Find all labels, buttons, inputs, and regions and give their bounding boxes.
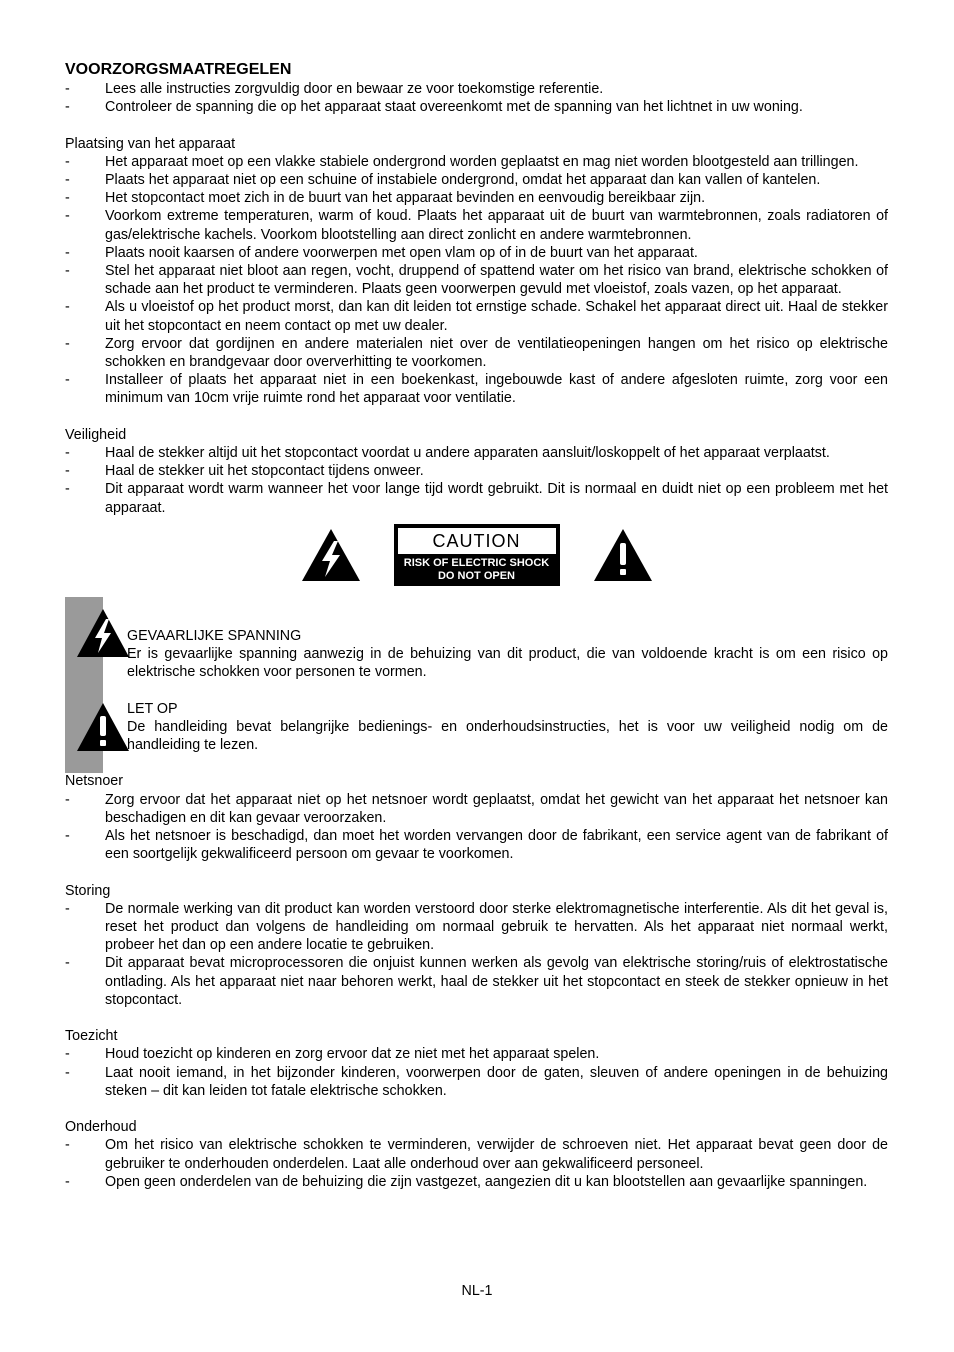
section-title-cord: Netsnoer (65, 773, 124, 790)
page-number: NL-1 (461, 1283, 493, 1299)
warning-notices (65, 597, 888, 754)
list-item: - Zorg ervoor dat het apparaat niet op het netsnoer wordt geplaatst, omdat het gewicht van het apparaat het netsnoer kan beschadigen en dit kan gevaar veroorzaken. (65, 791, 888, 827)
voltage-title: GEVAARLIJKE SPANNING (127, 627, 302, 644)
exclamation-triangle-icon (75, 701, 131, 753)
list-item: - Dit apparaat wordt warm wanneer het voor lange tijd wordt gebruikt. Dit is normaal en duidt niet op een probleem met het apparaat. (65, 480, 888, 516)
list-item: - Zorg ervoor dat gordijnen en andere materialen niet over de ventilatieopeningen hangen om het risico op elektrische schokken en brandgevaar door oververhitting te voorkomen. (65, 335, 888, 371)
attention-text: De handleiding bevat belangrijke bedienings- en onderhoudsinstructies, het is voor uw veiligheid nodig om de handleiding te lezen. (127, 718, 888, 754)
attention-title: LET OP (127, 700, 178, 717)
caution-line-1: RISK OF ELECTRIC SHOCK (403, 556, 550, 569)
cord-list (65, 791, 888, 864)
list-item: - Houd toezicht op kinderen en zorg ervoor dat ze niet met het apparaat spelen. (65, 1045, 888, 1063)
list-item: - Open geen onderdelen van de behuizing die zijn vastgezet, aangezien dit u kan blootstellen aan gevaarlijke spanningen. (65, 1173, 888, 1191)
list-item: - Haal de stekker altijd uit het stopcontact voordat u andere apparaten aansluit/loskoppelt of het apparaat verplaatst. (65, 444, 888, 462)
list-item: - Het apparaat moet op een vlakke stabiele ondergrond worden geplaatst en mag niet worden blootgesteld aan trillingen. (65, 153, 888, 171)
page-title: VOORZORGSMAATREGELEN (65, 61, 292, 78)
caution-label-row (65, 523, 888, 587)
intro-list (65, 80, 888, 116)
attention-notice (127, 700, 888, 755)
list-item: - Als het netsnoer is beschadigd, dan moet het worden vervangen door de fabrikant, een service agent van de fabrikant of een soortgelijk gekwalificeerd persoon om gevaar te voorkomen. (65, 827, 888, 863)
caution-label (394, 524, 560, 586)
document-page (65, 60, 888, 1191)
voltage-notice (127, 597, 888, 682)
caution-heading: CAUTION (398, 528, 556, 554)
section-title-malfunction: Storing (65, 882, 111, 899)
list-item: - Lees alle instructies zorgvuldig door en bewaar ze voor toekomstige referentie. (65, 80, 888, 98)
list-item: - Om het risico van elektrische schokken te verminderen, verwijder de schroeven niet. Het apparaat bevat geen door de gebruiker te onderhouden onderdelen. Laat alle onderhoud over aan gekwalificeerd personeel. (65, 1136, 888, 1172)
voltage-text: Er is gevaarlijke spanning aanwezig in de behuizing van dit product, die van voldoende kracht is om een risico op elektrische schokken voor personen te vormen. (127, 646, 888, 681)
exclamation-triangle-icon (592, 527, 654, 583)
safety-list (65, 444, 888, 517)
supervision-list (65, 1045, 888, 1100)
list-item: - Dit apparaat bevat microprocessoren die onjuist kunnen werken als gevolg van elektrische storing/ruis of elektrostatische ontlading. Als het apparaat niet naar behoren werkt, haal de stekker uit het stopcontact en steek de stekker opnieuw in het stopcontact. (65, 954, 888, 1009)
lightning-triangle-icon (75, 607, 131, 659)
list-item: - Installeer of plaats het apparaat niet in een boekenkast, ingebouwde kast of andere afgesloten ruimte, zorg voor een minimum van 10cm vrije ruimte rond het apparaat voor ventilatie. (65, 371, 888, 407)
list-item: - Het stopcontact moet zich in de buurt van het apparaat bevinden en eenvoudig bereikbaar zijn. (65, 189, 888, 207)
lightning-triangle-icon (300, 527, 362, 583)
list-item: - Plaats het apparaat niet op een schuine of instabiele ondergrond, omdat het apparaat dan kan vallen of kantelen. (65, 171, 888, 189)
section-title-safety: Veiligheid (65, 426, 127, 443)
list-item: - Plaats nooit kaarsen of andere voorwerpen met open vlam op of in de buurt van het apparaat. (65, 244, 888, 262)
malfunction-list (65, 900, 888, 1009)
section-title-placement: Plaatsing van het apparaat (65, 135, 236, 152)
section-title-supervision: Toezicht (65, 1028, 118, 1045)
list-item: - Voorkom extreme temperaturen, warm of koud. Plaats het apparaat uit de buurt van warmtebronnen, zoals radiatoren of gas/elektrische kachels. Voorkom blootstelling aan direct zonlicht en andere warmtebronnen. (65, 207, 888, 243)
list-item: - Stel het apparaat niet bloot aan regen, vocht, druppend of spattend water om het risico van brand, elektrische schokken of schade aan het product te verminderen. Plaats geen voorwerpen gevuld met vloeistof, zoals vazen, op het apparaat. (65, 262, 888, 298)
maintenance-list (65, 1136, 888, 1191)
list-item: - Als u vloeistof op het product morst, dan kan dit leiden tot ernstige schade. Schakel het apparaat direct uit. Haal de stekker uit het stopcontact en neem contact op met uw dealer. (65, 298, 888, 334)
list-item: - Laat nooit iemand, in het bijzonder kinderen, voorwerpen door de gaten, sleuven of andere openingen in de behuizing steken – dit kan leiden tot fatale elektrische schokken. (65, 1064, 888, 1100)
section-title-maintenance: Onderhoud (65, 1119, 137, 1136)
list-item: - Controleer de spanning die op het apparaat staat overeenkomt met de spanning van het lichtnet in uw woning. (65, 98, 888, 116)
caution-line-2: DO NOT OPEN (437, 569, 515, 582)
list-item: - Haal de stekker uit het stopcontact tijdens onweer. (65, 462, 888, 480)
list-item: - De normale werking van dit product kan worden verstoord door sterke elektromagnetische interferentie. Als dit het geval is, reset het product dan volgens de handleiding om normaal gebruik te hervatten. Als het apparaat niet normaal werkt, probeer het dan op een andere locatie te gebruiken. (65, 900, 888, 955)
placement-list (65, 153, 888, 408)
